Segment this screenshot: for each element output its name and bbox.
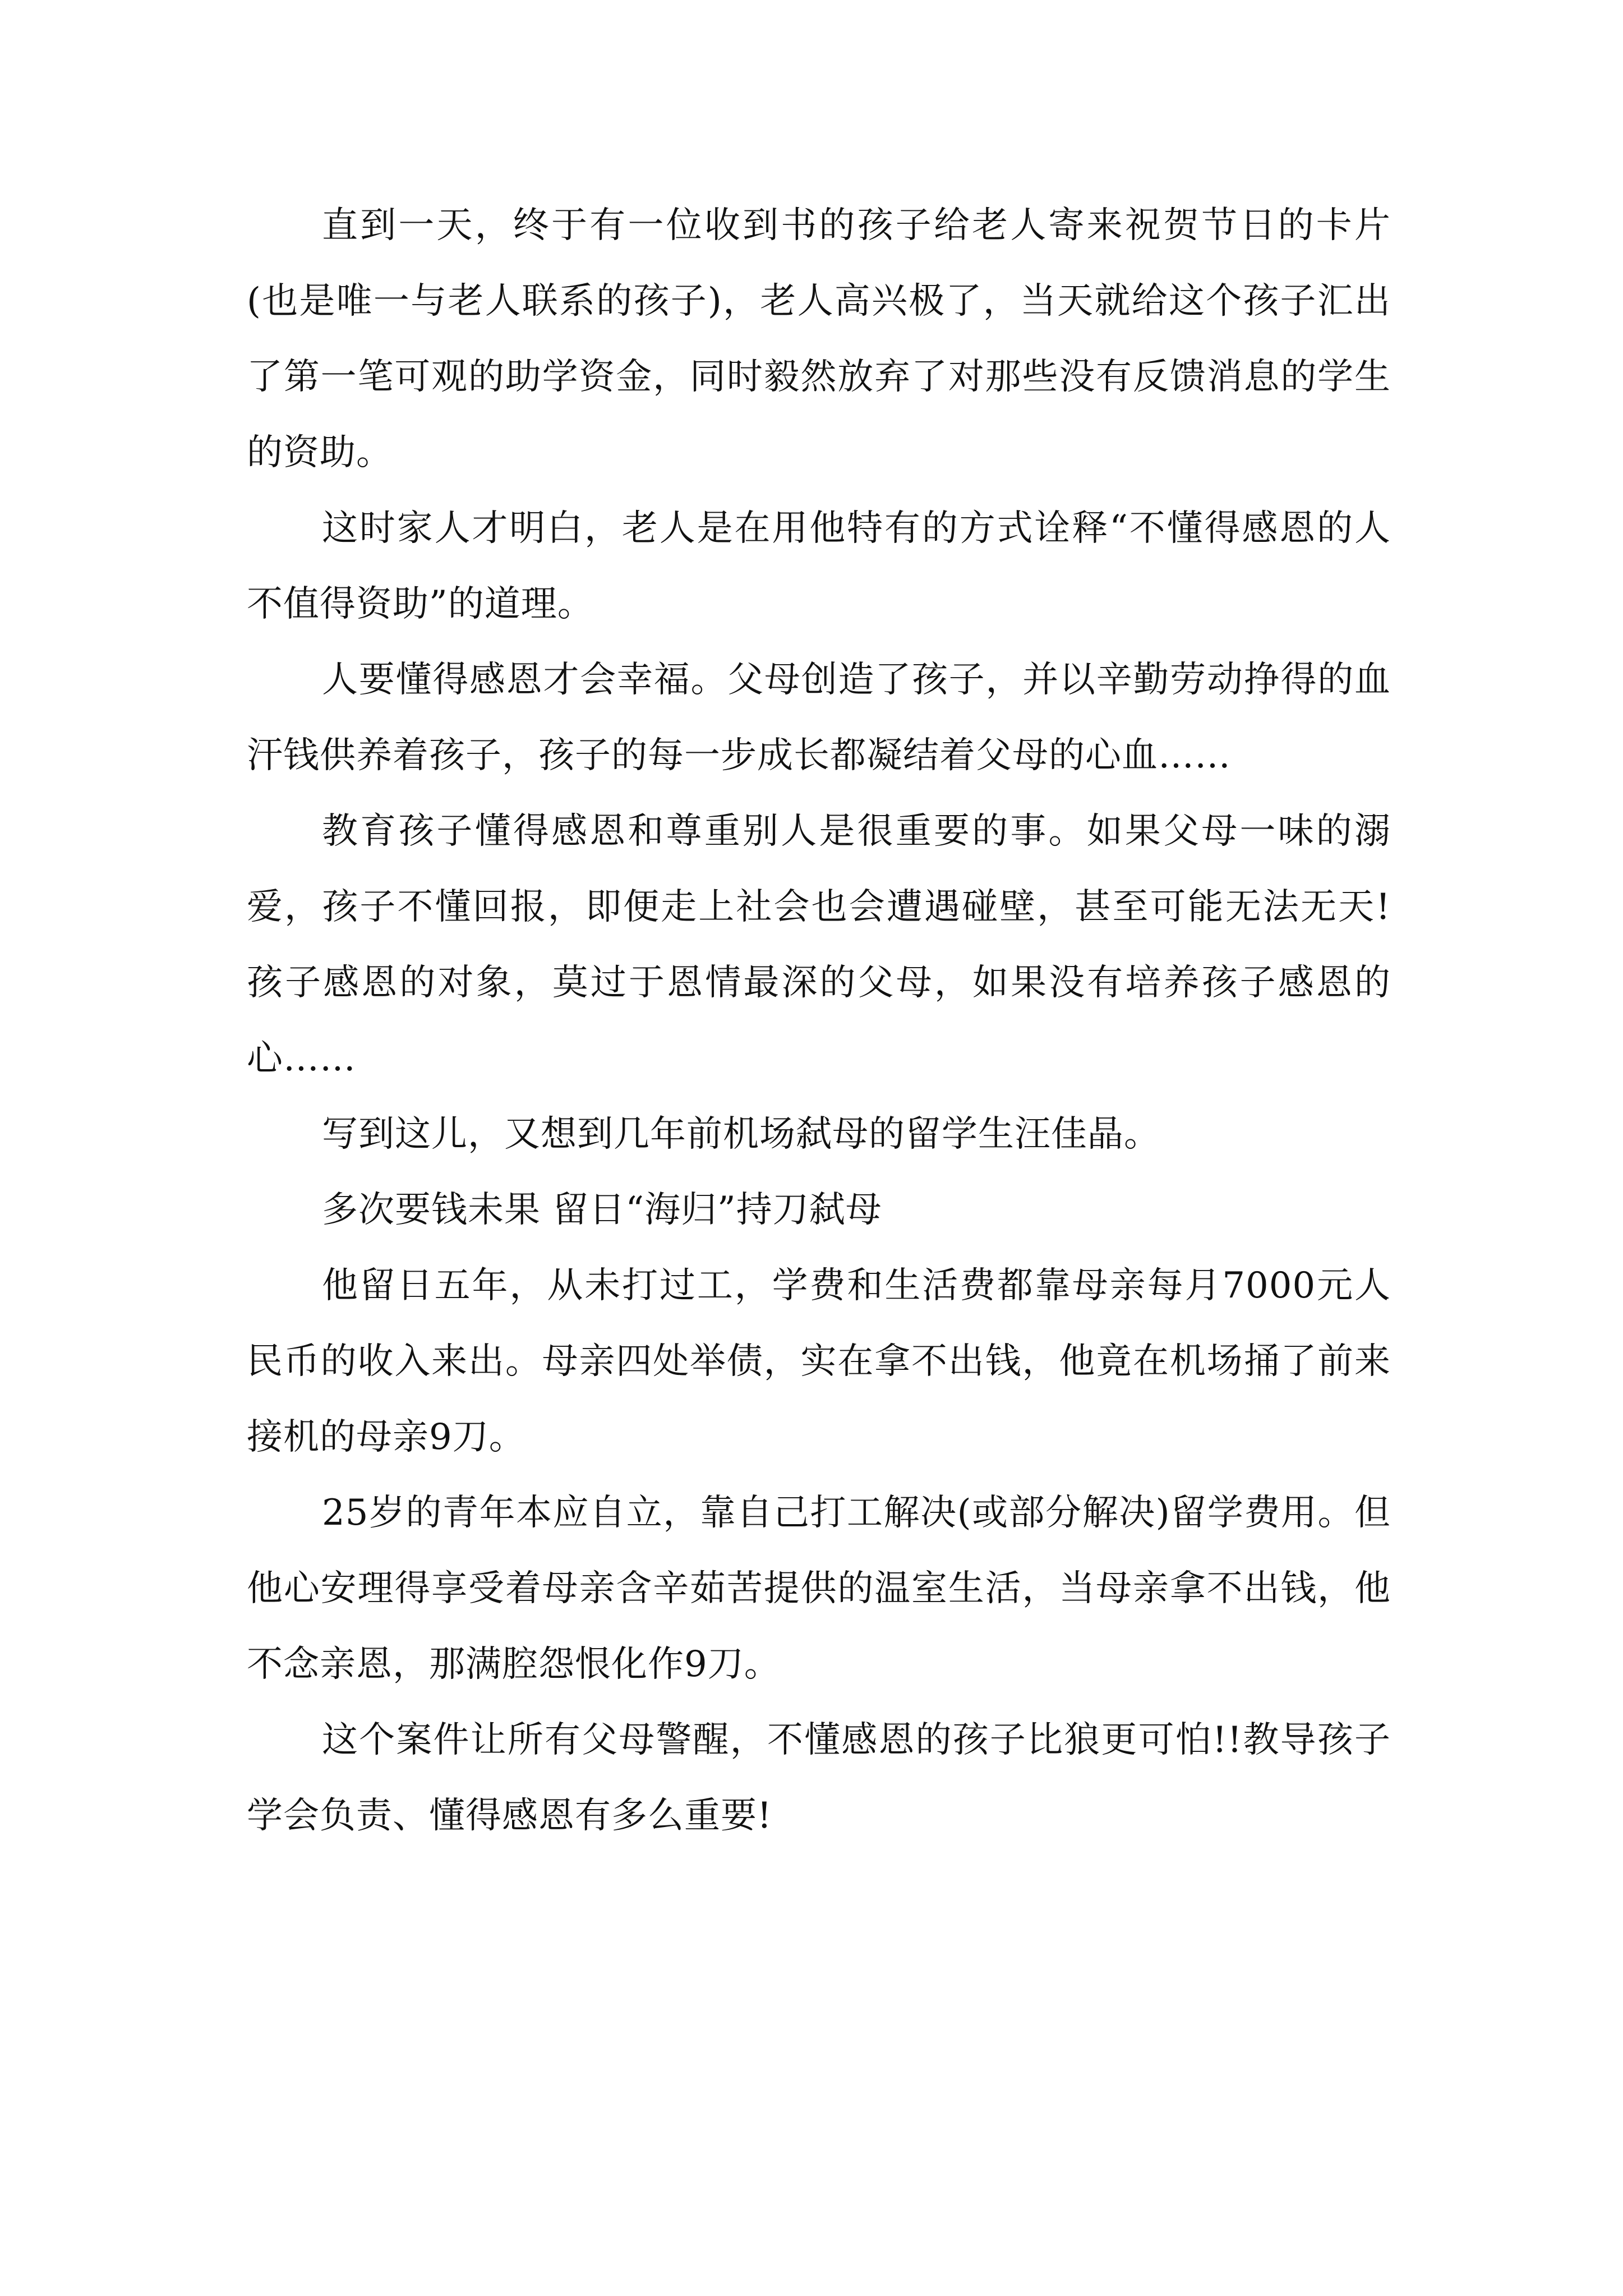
paragraph: 25岁的青年本应自立，靠自己打工解决(或部分解决)留学费用。但他心安理得享受着母亲含辛茹苦提供的温室生活，当母亲拿不出钱，他不念亲恩，那满腔怨恨化作9刀。: [247, 1492, 1391, 1685]
subheading-paragraph: 多次要钱未果 留日“海归”持刀弑母: [322, 1189, 882, 1231]
paragraph: 这时家人才明白，老人是在用他特有的方式诠释“不懂得感恩的人不值得资助”的道理。: [247, 508, 1391, 625]
paragraph: 人要懂得感恩才会幸福。父母创造了孩子，并以辛勤劳动挣得的血汗钱供养着孩子，孩子的每一步成长都凝结着父母的心血……: [247, 659, 1391, 776]
paragraph: 写到这儿，又想到几年前机场弑母的留学生汪佳晶。: [322, 1114, 1160, 1155]
paragraph: 他留日五年，从未打过工，学费和生活费都靠母亲每月7000元人民币的收入来出。母亲四处举债，实在拿不出钱，他竟在机场捅了前来接机的母亲9刀。: [247, 1265, 1391, 1458]
paragraph: 教育孩子懂得感恩和尊重别人是很重要的事。如果父母一味的溺爱，孩子不懂回报，即便走上社会也会遭遇碰壁，甚至可能无法无天!孩子感恩的对象，莫过于恩情最深的父母，如果没有培养孩子感恩的心……: [247, 811, 1391, 1079]
paragraph: 这个案件让所有父母警醒，不懂感恩的孩子比狼更可怕!!教导孩子学会负责、懂得感恩有多么重要!: [247, 1719, 1391, 1837]
document-body: [247, 188, 1391, 1854]
paragraph: 直到一天，终于有一位收到书的孩子给老人寄来祝贺节日的卡片(也是唯一与老人联系的孩子)，老人高兴极了，当天就给这个孩子汇出了第一笔可观的助学资金，同时毅然放弃了对那些没有反馈消息的学生的资助。: [247, 205, 1391, 473]
